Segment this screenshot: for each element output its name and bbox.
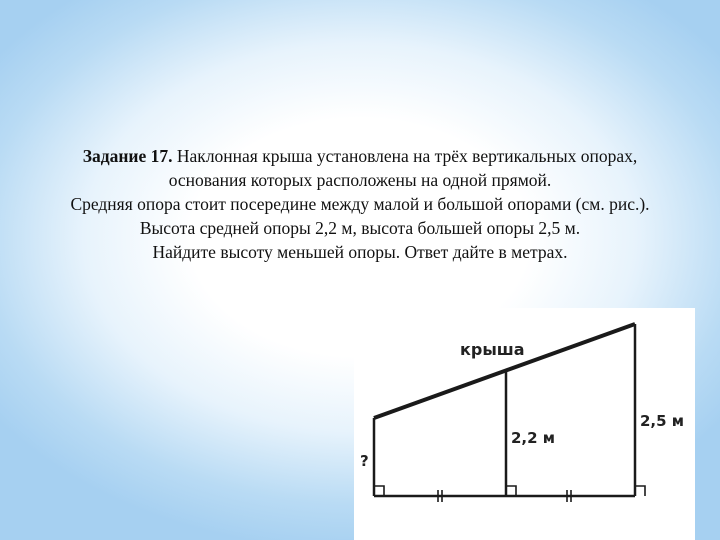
task-line-2: основания которых расположены на одной прямой. [168,170,552,190]
task-line-5: Найдите высоту меньшей опоры. Ответ дайте в метрах. [152,242,568,262]
task-line-4: Высота средней опоры 2,2 м, высота большей опоры 2,5 м. [139,218,581,238]
right-angle-mark-middle [506,486,516,496]
task-statement [10,144,710,264]
middle-support-label: 2,2 м [511,429,556,447]
roof-diagram [354,308,695,540]
task-number: Задание 17. [82,146,173,166]
task-line-1-text: Наклонная крыша установлена на трёх вертикальных опорах, [176,146,638,166]
right-angle-mark-large [635,486,645,496]
task-line-1 [10,144,710,168]
small-support-label: ? [360,452,369,470]
roof-label: крыша [460,340,525,359]
right-angle-mark-small [374,486,384,496]
task-line-3: Средняя опора стоит посередине между малой и большой опорами (см. рис.). [70,194,650,214]
roof-supports-figure [354,308,695,540]
large-support-label: 2,5 м [640,412,685,430]
roof-line [374,324,635,418]
